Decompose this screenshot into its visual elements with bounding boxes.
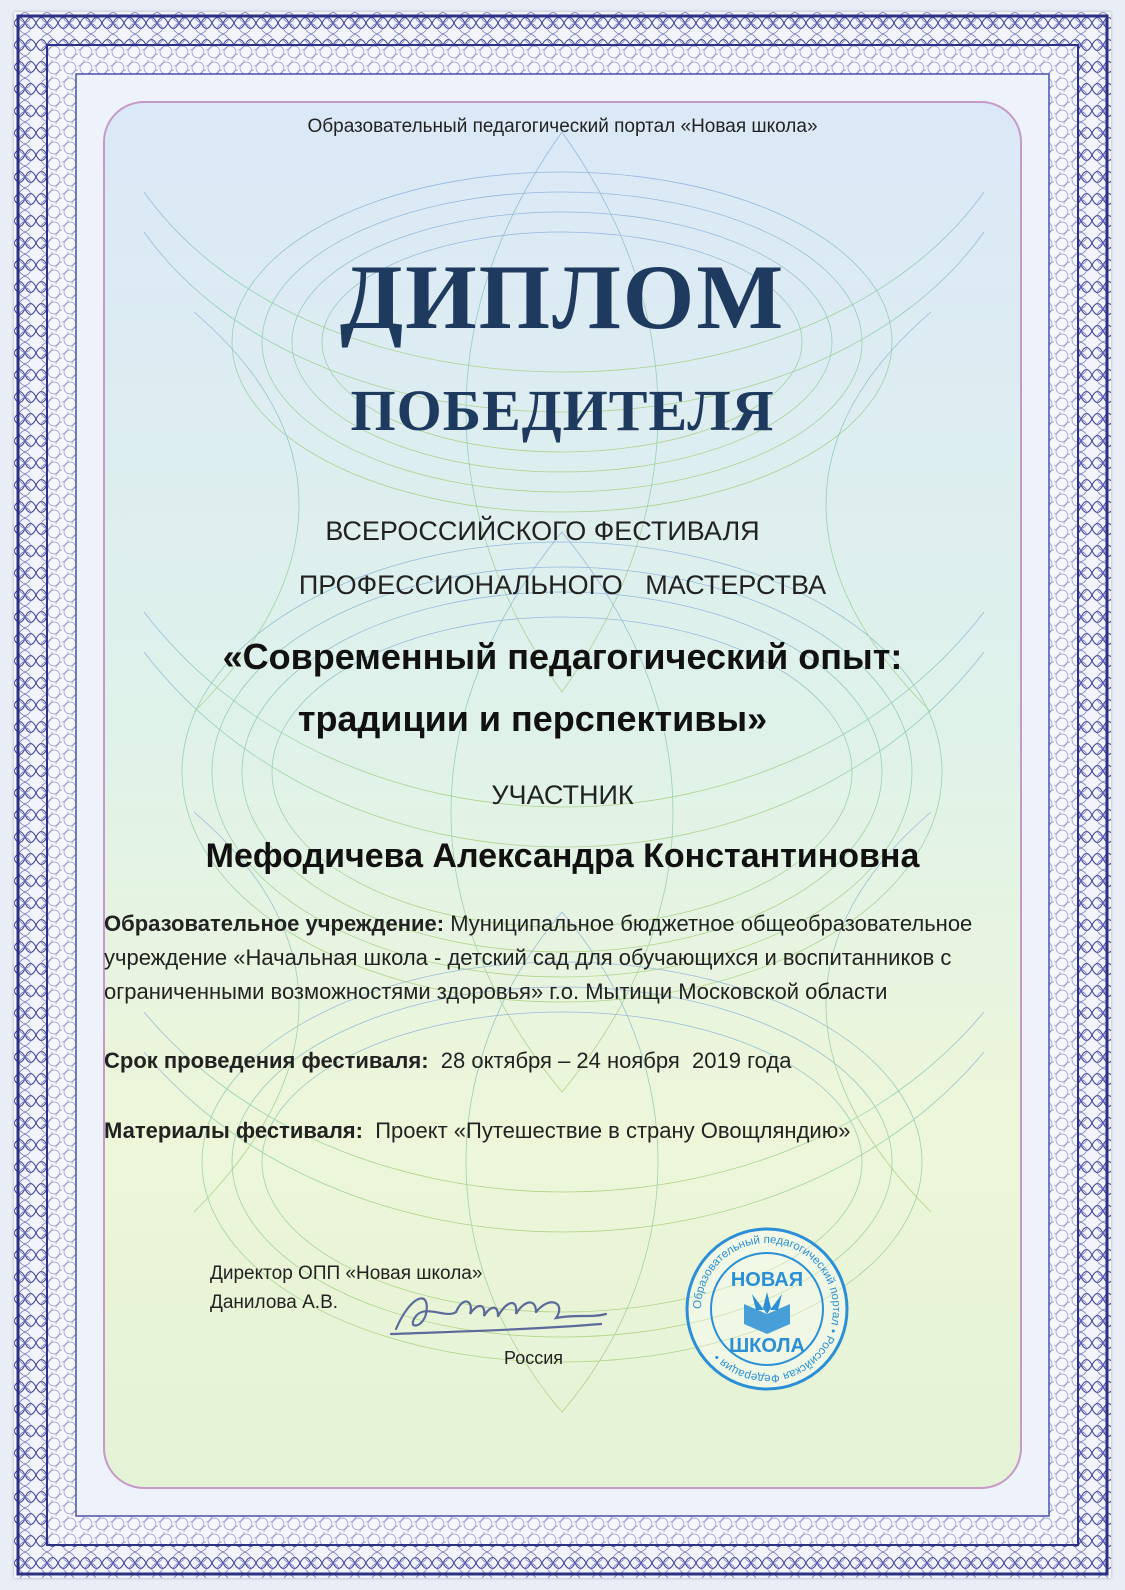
stamp-bottom-word: ШКОЛА	[729, 1335, 805, 1357]
school-stamp	[682, 1224, 852, 1394]
materials-value: Проект «Путешествие в страну Овощляндию»	[375, 1118, 851, 1143]
diploma-subtitle: ПОБЕДИТЕЛЯ	[350, 378, 775, 443]
diploma-title: ДИПЛОМ	[339, 246, 786, 348]
director-signature	[386, 1274, 616, 1344]
director-title: Директор ОПП «Новая школа»	[210, 1263, 483, 1284]
festival-type-line1: ВСЕРОССИЙСКОГО ФЕСТИВАЛЯ	[325, 516, 760, 546]
dates-block	[104, 1048, 791, 1074]
director-name: Данилова А.В.	[210, 1292, 339, 1313]
country: Россия	[504, 1348, 564, 1368]
materials-block	[104, 1118, 850, 1144]
institution-label: Образовательное учреждение:	[104, 911, 445, 936]
institution-value: Муниципальное бюджетное общеобразовательное учреждение «Начальная школа - детский сад для обучающихся и воспитанников с ограниченными возможностями здоровья» г.о. Мытищи Московской области	[104, 911, 973, 1004]
portal-name: Образовательный педагогический портал «Новая школа»	[307, 116, 818, 137]
participant-name: Мефодичева Александра Константиновна	[205, 837, 920, 875]
dates-label: Срок проведения фестиваля:	[104, 1048, 429, 1073]
festival-type-line2: ПРОФЕССИОНАЛЬНОГО МАСТЕРСТВА	[298, 570, 827, 600]
festival-name-line2: традиции и перспективы»	[297, 698, 768, 739]
stamp-top-word: НОВАЯ	[730, 1269, 804, 1291]
stamp-ring-text: Образовательный педагогический портал • Российская Федерация •	[691, 1233, 843, 1385]
institution-block	[104, 907, 984, 1009]
materials-label: Материалы фестиваля:	[104, 1118, 363, 1143]
festival-name-line1: «Современный педагогический опыт:	[222, 636, 903, 677]
dates-value: 28 октября – 24 ноября 2019 года	[440, 1048, 792, 1073]
diploma-sheet	[14, 12, 1111, 1578]
participant-label: УЧАСТНИК	[491, 780, 634, 810]
